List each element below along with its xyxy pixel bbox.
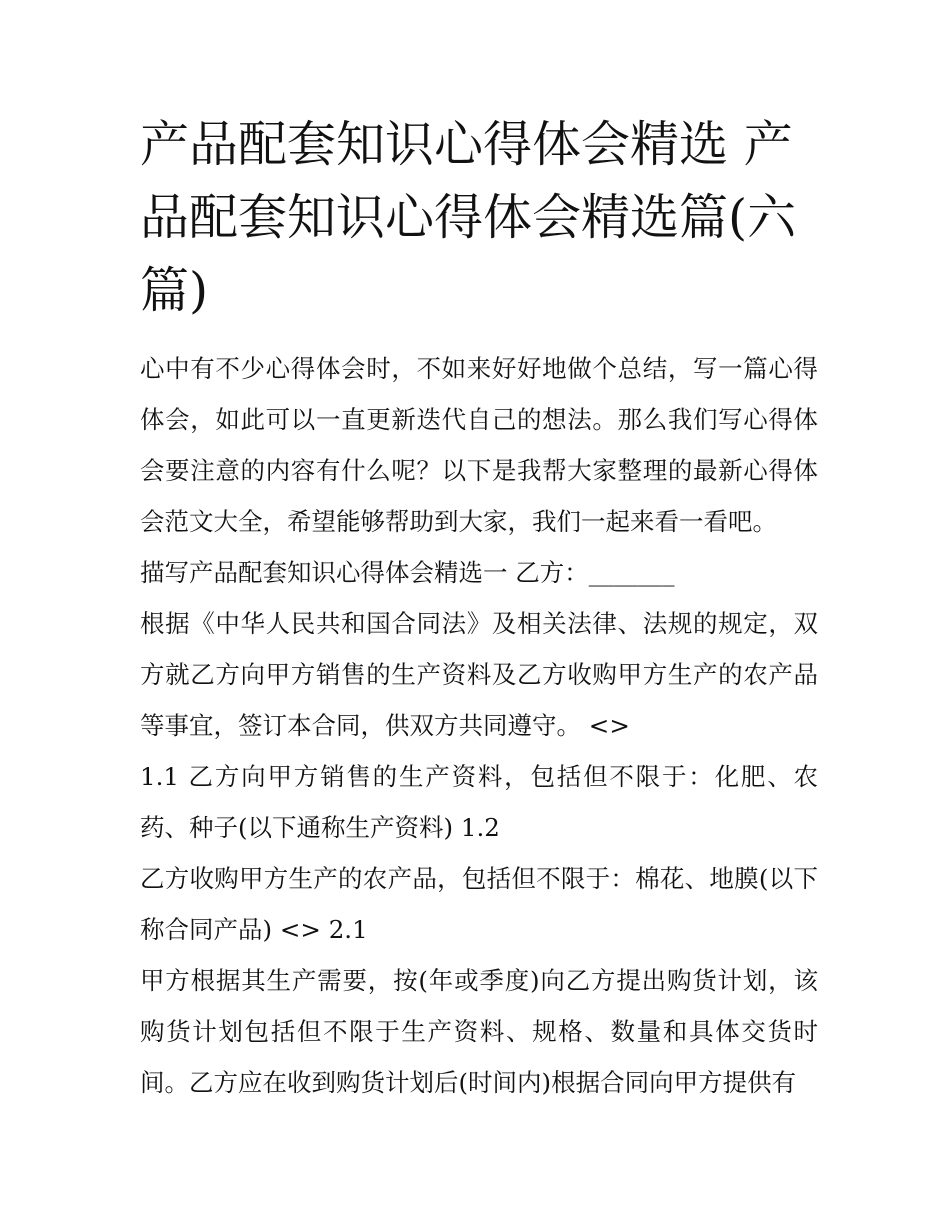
intro-paragraph: 心中有不少心得体会时，不如来好好地做个总结，写一篇心得体会，如此可以一直更新迭代自己的想法。那么我们写心得体会要注意的内容有什么呢？以下是我帮大家整理的最新心得体会范文大全，希望能够帮助到大家，我们一起来看一看吧。: [140, 354, 818, 536]
contract-paragraph-basis: 根据《中华人民共和国合同法》及相关法律、法规的规定，双方就乙方向甲方销售的生产资料及乙方收购甲方生产的农产品等事宜，签订本合同，供双方共同遵守。 <>: [140, 609, 818, 740]
document-title: 产品配套知识心得体会精选 产品配套知识心得体会精选篇(六篇): [140, 116, 797, 319]
contract-clause-2-1: 甲方根据其生产需要，按(年或季度)向乙方提出购货计划，该购货计划包括但不限于生产资料、规格、数量和具体交货时间。乙方应在收到购货计划后(时间内)根据合同向甲方提供有: [140, 966, 818, 1097]
contract-clause-1-2: 乙方收购甲方生产的农产品，包括但不限于：棉花、地膜(以下称合同产品) <> 2.1: [140, 864, 818, 944]
contract-clause-1-1: 1.1 乙方向甲方销售的生产资料，包括但不限于：化肥、农药、种子(以下通称生产资料) 1.2: [140, 762, 818, 842]
document-page: [140, 108, 818, 1108]
section-heading: 描写产品配套知识心得体会精选一 乙方：_______: [140, 558, 675, 587]
